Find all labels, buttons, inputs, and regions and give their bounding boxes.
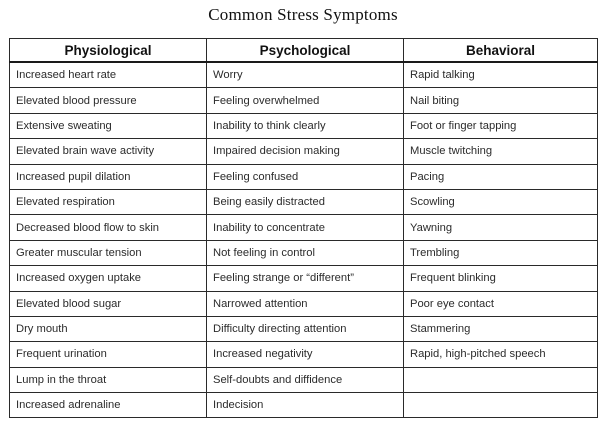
table-row [10,62,598,88]
table-row [10,164,598,189]
physiological-cell: Increased pupil dilation [10,164,207,189]
physiological-cell: Dry mouth [10,316,207,341]
behavioral-cell: Frequent blinking [404,266,598,291]
column-header-behavioral: Behavioral [404,39,598,63]
behavioral-cell: Stammering [404,316,598,341]
physiological-cell: Elevated blood pressure [10,88,207,113]
psychological-cell: Self-doubts and diffidence [207,367,404,392]
physiological-cell: Frequent urination [10,342,207,367]
table-row [10,88,598,113]
psychological-cell: Impaired decision making [207,139,404,164]
physiological-cell: Increased adrenaline [10,393,207,418]
table-row [10,266,598,291]
psychological-cell: Feeling strange or “different” [207,266,404,291]
psychological-cell: Narrowed attention [207,291,404,316]
column-header-physiological: Physiological [10,39,207,63]
physiological-cell: Increased oxygen uptake [10,266,207,291]
psychological-cell: Indecision [207,393,404,418]
behavioral-cell: Scowling [404,189,598,214]
behavioral-cell: Yawning [404,215,598,240]
psychological-cell: Increased negativity [207,342,404,367]
table-row [10,291,598,316]
psychological-cell: Difficulty directing attention [207,316,404,341]
behavioral-cell: Poor eye contact [404,291,598,316]
physiological-cell: Elevated respiration [10,189,207,214]
table-row [10,113,598,138]
behavioral-cell: Muscle twitching [404,139,598,164]
behavioral-cell: Pacing [404,164,598,189]
header-row [10,39,598,63]
physiological-cell: Elevated blood sugar [10,291,207,316]
behavioral-cell: Trembling [404,240,598,265]
behavioral-cell: Nail biting [404,88,598,113]
table-row [10,367,598,392]
physiological-cell: Elevated brain wave activity [10,139,207,164]
physiological-cell: Greater muscular tension [10,240,207,265]
psychological-cell: Feeling overwhelmed [207,88,404,113]
symptoms-table [9,38,598,418]
physiological-cell: Lump in the throat [10,367,207,392]
behavioral-cell [404,367,598,392]
table-row [10,316,598,341]
column-header-psychological: Psychological [207,39,404,63]
psychological-cell: Being easily distracted [207,189,404,214]
psychological-cell: Feeling confused [207,164,404,189]
physiological-cell: Extensive sweating [10,113,207,138]
table-row [10,139,598,164]
behavioral-cell: Foot or finger tapping [404,113,598,138]
psychological-cell: Worry [207,62,404,88]
page-title: Common Stress Symptoms [208,5,398,24]
behavioral-cell: Rapid talking [404,62,598,88]
behavioral-cell [404,393,598,418]
table-row [10,393,598,418]
table-row [10,342,598,367]
behavioral-cell: Rapid, high-pitched speech [404,342,598,367]
psychological-cell: Inability to concentrate [207,215,404,240]
table-row [10,240,598,265]
psychological-cell: Not feeling in control [207,240,404,265]
table-row [10,215,598,240]
physiological-cell: Decreased blood flow to skin [10,215,207,240]
table-row [10,189,598,214]
psychological-cell: Inability to think clearly [207,113,404,138]
physiological-cell: Increased heart rate [10,62,207,88]
